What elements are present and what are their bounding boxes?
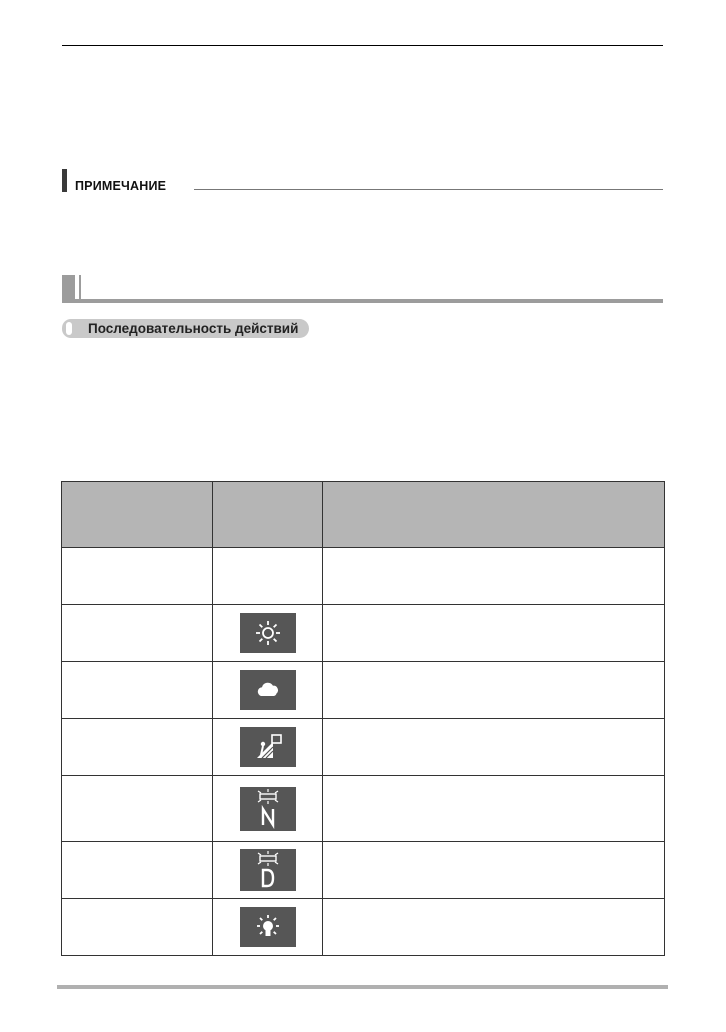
note-divider	[194, 189, 663, 190]
table-row	[62, 719, 665, 776]
table-cell	[213, 719, 323, 776]
table-cell	[323, 899, 665, 956]
table-cell	[323, 605, 665, 662]
table-cell	[323, 662, 665, 719]
table-row	[62, 899, 665, 956]
section-marker	[62, 275, 75, 300]
header-cell-icon	[213, 482, 323, 548]
fluorescent-n-icon	[240, 787, 296, 831]
table-row	[62, 605, 665, 662]
table-row	[62, 776, 665, 842]
table-cell	[62, 776, 213, 842]
table-row	[62, 842, 665, 899]
table-cell	[62, 842, 213, 899]
table-cell	[213, 662, 323, 719]
cloud-icon	[240, 670, 296, 710]
table-cell	[62, 605, 213, 662]
bottom-rule	[57, 985, 668, 989]
table-row	[62, 548, 665, 605]
table-cell	[213, 842, 323, 899]
table-row	[62, 662, 665, 719]
header-cell-description	[323, 482, 665, 548]
table-cell	[62, 719, 213, 776]
table-cell	[213, 899, 323, 956]
table-cell	[323, 719, 665, 776]
fluorescent-d-icon	[240, 849, 296, 891]
white-balance-table	[61, 481, 665, 956]
section-divider	[62, 299, 663, 303]
table-header-row	[62, 482, 665, 548]
procedure-label-cap	[62, 319, 76, 338]
table-cell	[323, 842, 665, 899]
section-marker-line	[79, 275, 81, 300]
table-cell	[62, 899, 213, 956]
table-cell	[213, 605, 323, 662]
table-cell	[213, 548, 323, 605]
shade-icon	[240, 727, 296, 767]
table-cell	[62, 662, 213, 719]
procedure-label-text: Последовательность действий	[76, 319, 309, 338]
table-cell	[323, 548, 665, 605]
note-heading: ПРИМЕЧАНИЕ	[75, 179, 167, 193]
top-rule	[62, 45, 663, 46]
table-cell	[213, 776, 323, 842]
sun-icon	[240, 613, 296, 653]
procedure-label	[62, 319, 309, 338]
table-cell	[62, 548, 213, 605]
table-cell	[323, 776, 665, 842]
header-cell-setting	[62, 482, 213, 548]
note-marker	[62, 169, 67, 192]
tungsten-bulb-icon	[240, 907, 296, 947]
